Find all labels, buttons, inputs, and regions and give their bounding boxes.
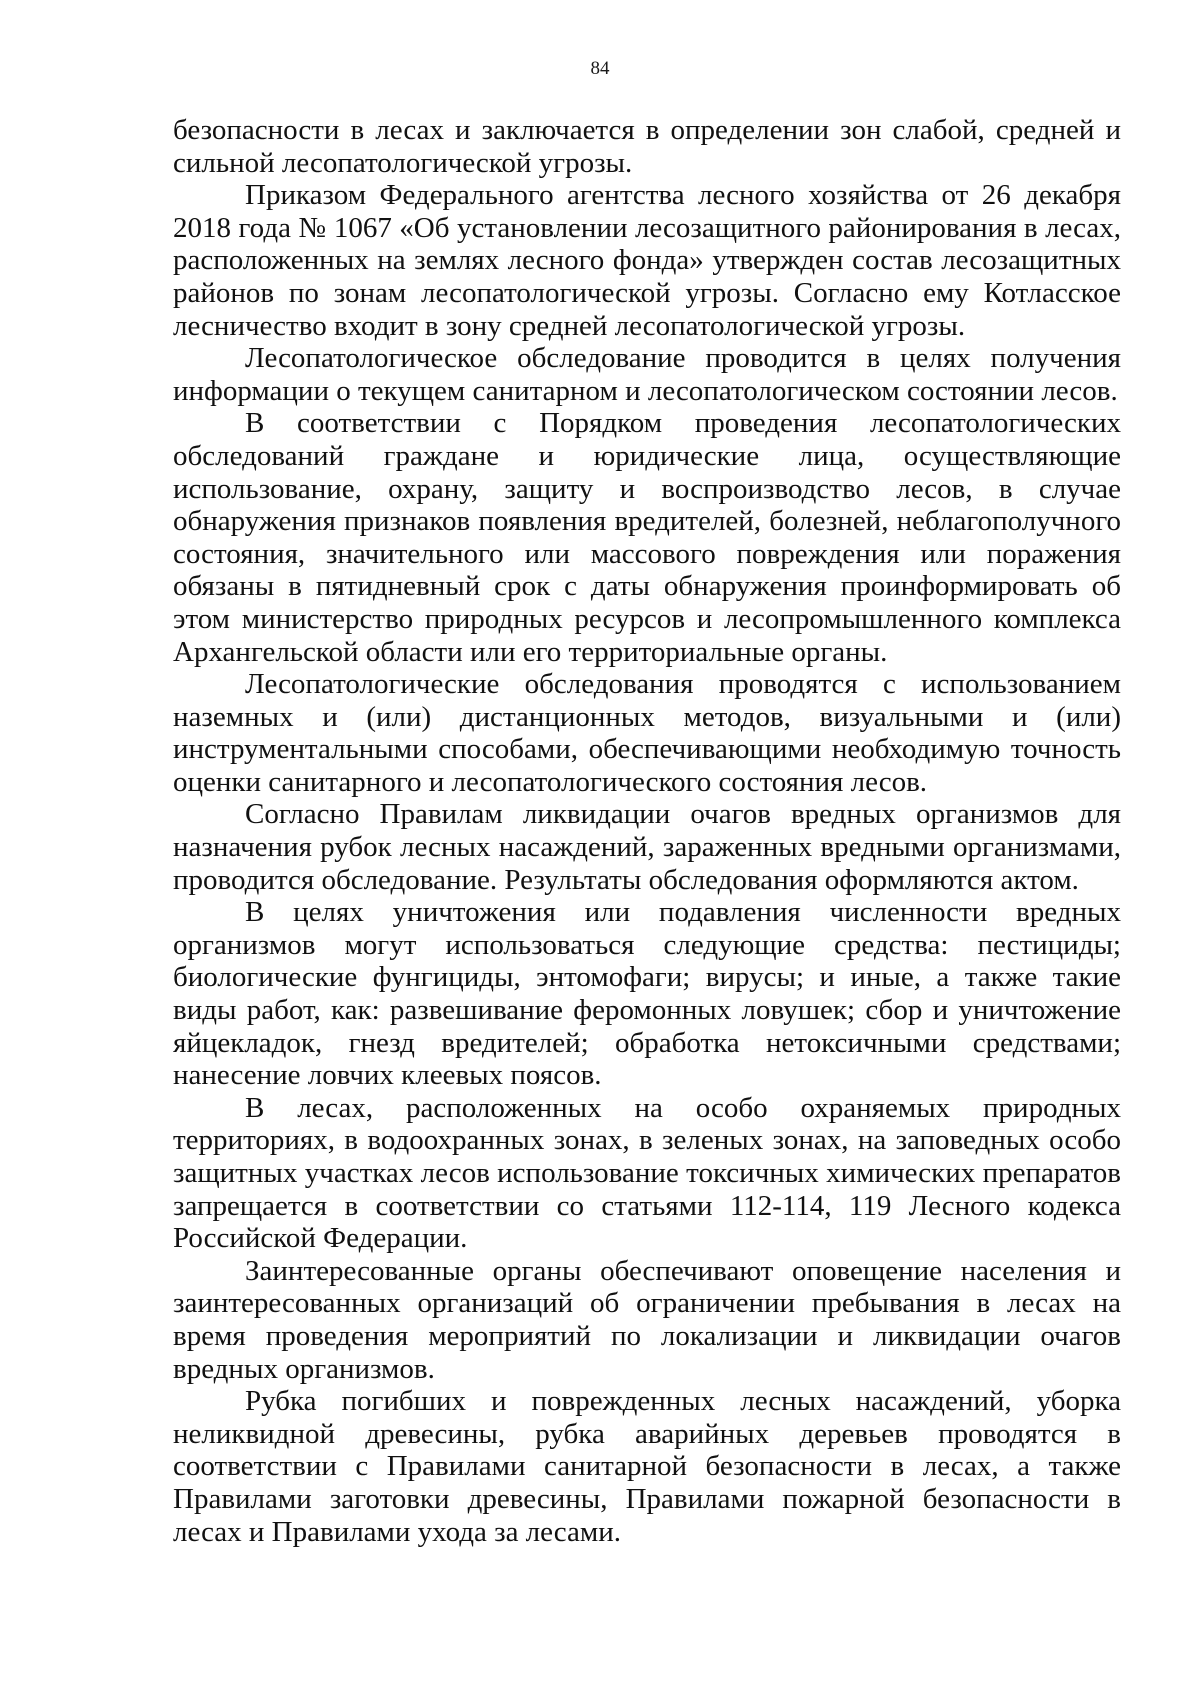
paragraph: В целях уничтожения или подавления численности вредных организмов могут использоваться следующие средства: пестициды; биологические фунгициды, энтомофаги; вирусы; и иные, а также такие виды работ, как: развешивание феромонных ловушек; сбор и уничтожение яйцекладок, гнезд вредителей; обработка нетоксичными средствами; нанесение ловчих клеевых поясов.	[173, 896, 1121, 1092]
paragraph: Лесопатологическое обследование проводится в целях получения информации о текущем санитарном и лесопатологическом состоянии лесов.	[173, 342, 1121, 407]
paragraph: В соответствии с Порядком проведения лесопатологических обследований граждане и юридические лица, осуществляющие использование, охрану, защиту и воспроизводство лесов, в случае обнаружения признаков появления вредителей, болезней, неблагополучного состояния, значительного или массового повреждения или поражения обязаны в пятидневный срок с даты обнаружения проинформировать об этом министерство природных ресурсов и лесопромышленного комплекса Архангельской области или его территориальные органы.	[173, 407, 1121, 668]
paragraph: Рубка погибших и поврежденных лесных насаждений, уборка неликвидной древесины, рубка аварийных деревьев проводятся в соответствии с Правилами санитарной безопасности в лесах, а также Правилами заготовки древесины, Правилами пожарной безопасности в лесах и Правилами ухода за лесами.	[173, 1385, 1121, 1548]
paragraph-continued: безопасности в лесах и заключается в определении зон слабой, средней и сильной лесопатологической угрозы.	[173, 114, 1121, 179]
paragraph: Заинтересованные органы обеспечивают оповещение населения и заинтересованных организаций об ограничении пребывания в лесах на время проведения мероприятий по локализации и ликвидации очагов вредных организмов.	[173, 1254, 1121, 1385]
paragraph: Приказом Федерального агентства лесного хозяйства от 26 декабря 2018 года № 1067 «Об установлении лесозащитного районирования в лесах, расположенных на землях лесного фонда» утвержден состав лесозащитных районов по зонам лесопатологической угрозы. Согласно ему Котласское лесничество входит в зону средней лесопатологической угрозы.	[173, 179, 1121, 342]
paragraph: Согласно Правилам ликвидации очагов вредных организмов для назначения рубок лесных насаждений, зараженных вредными организмами, проводится обследование. Результаты обследования оформляются актом.	[173, 798, 1121, 896]
paragraph: В лесах, расположенных на особо охраняемых природных территориях, в водоохранных зонах, в зеленых зонах, на заповедных особо защитных участках лесов использование токсичных химических препаратов запрещается в соответствии со статьями 112-114, 119 Лесного кодекса Российской Федерации.	[173, 1091, 1121, 1255]
document-body	[173, 114, 1121, 1548]
page-number: 84	[590, 58, 610, 79]
paragraph: Лесопатологические обследования проводятся с использованием наземных и (или) дистанционных методов, визуальными и (или) инструментальными способами, обеспечивающими необходимую точность оценки санитарного и лесопатологического состояния лесов.	[173, 668, 1121, 798]
